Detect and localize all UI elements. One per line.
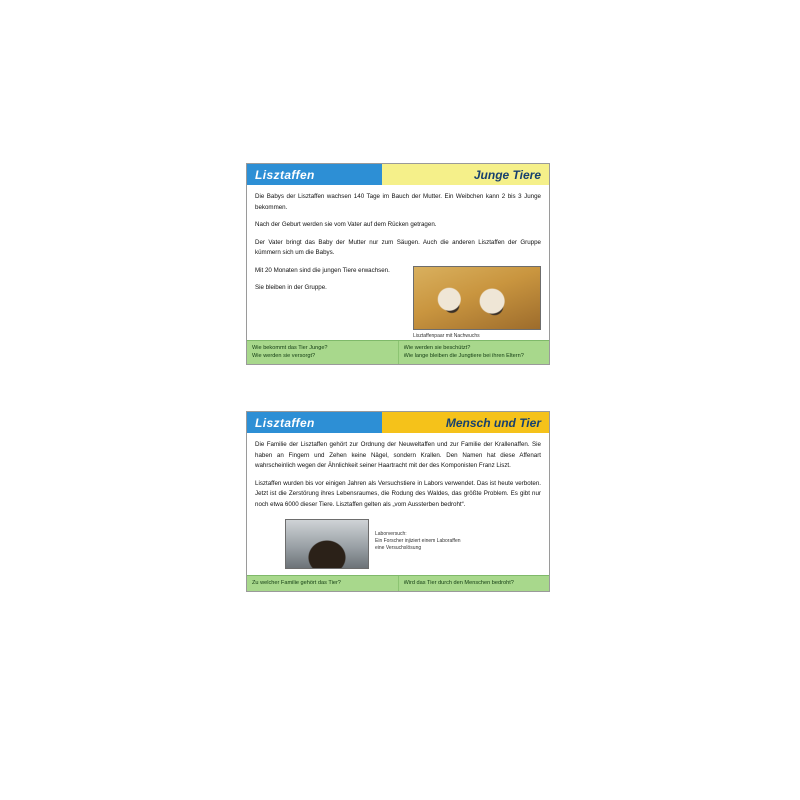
photo-caption: Lisztaffenpaar mit Nachwuchs	[413, 332, 480, 339]
card-title: Lisztaffen	[247, 412, 382, 433]
card-header	[247, 164, 549, 185]
tamarin-pair-photo	[413, 266, 541, 330]
info-card-juvenile	[246, 163, 550, 365]
card-title: Lisztaffen	[247, 164, 382, 185]
card-topic: Junge Tiere	[382, 164, 549, 185]
question-item[interactable]: Wie bekommt das Tier Junge?	[252, 344, 328, 351]
question-bar	[247, 340, 549, 364]
caption-line: Laborversuch:	[375, 531, 407, 537]
question-bar	[247, 575, 549, 591]
caption-line: Ein Forscher injiziert einem Laboraffen	[375, 538, 461, 544]
lab-experiment-photo	[285, 519, 369, 569]
photo-container	[413, 266, 541, 330]
paragraph: Der Vater bringt das Baby der Mutter nur zum Säugen. Auch die anderen Lisztaffen der Gruppe kümmern sich um die Babys.	[255, 238, 541, 256]
question-item[interactable]: Zu welcher Familie gehört das Tier?	[252, 580, 341, 586]
question-column-right	[398, 576, 550, 591]
question-column-left	[247, 341, 398, 364]
paragraph: Die Familie der Lisztaffen gehört zur Ordnung der Neuweltaffen und zur Familie der Krallenaffen. Sie haben an Fingern und Zehen keine Nägel, sondern Krallen. Den Namen hat diese Affenart wahrscheinlich wegen der Ähnlichkeit seiner Haartracht mit der des Komponisten Franz Liszt.	[255, 441, 541, 469]
question-item[interactable]: Wird das Tier durch den Menschen bedroht?	[403, 580, 514, 586]
paragraph: Lisztaffen wurden bis vor einigen Jahren als Versuchstiere in Labors verwendet. Das ist heute verboten. Jetzt ist die Zerstörung ihres Lebensraumes, die Rodung des Waldes, das größte Problem. Es gibt nur noch etwa 6000 dieser Tiere. Lisztaffen gelten als „vom Aussterben bedroht“.	[255, 479, 541, 508]
card-header	[247, 412, 549, 433]
card-body	[247, 433, 549, 575]
info-card-human-and-animal	[246, 411, 550, 592]
paragraph: Sie bleiben in der Gruppe.	[255, 284, 327, 291]
question-column-left	[247, 576, 398, 591]
question-item[interactable]: Wie werden sie beschützt?	[403, 344, 471, 351]
card-topic: Mensch und Tier	[382, 412, 549, 433]
lab-photo-row	[255, 517, 541, 571]
question-column-right	[398, 341, 550, 364]
paragraph: Nach der Geburt werden sie vom Vater auf dem Rücken getragen.	[255, 221, 437, 228]
question-item[interactable]: Wie werden sie versorgt?	[252, 353, 316, 359]
card-body	[247, 185, 549, 339]
paragraph: Mit 20 Monaten sind die jungen Tiere erwachsen.	[255, 266, 390, 274]
paragraph: Die Babys der Lisztaffen wachsen 140 Tage im Bauch der Mutter. Ein Weibchen kann 2 bis 3 Junge bekommen.	[255, 193, 541, 211]
question-item[interactable]: Wie lange bleiben die Jungtiere bei ihren Eltern?	[403, 353, 524, 359]
caption-line: eine Versuchslösung	[375, 545, 422, 551]
